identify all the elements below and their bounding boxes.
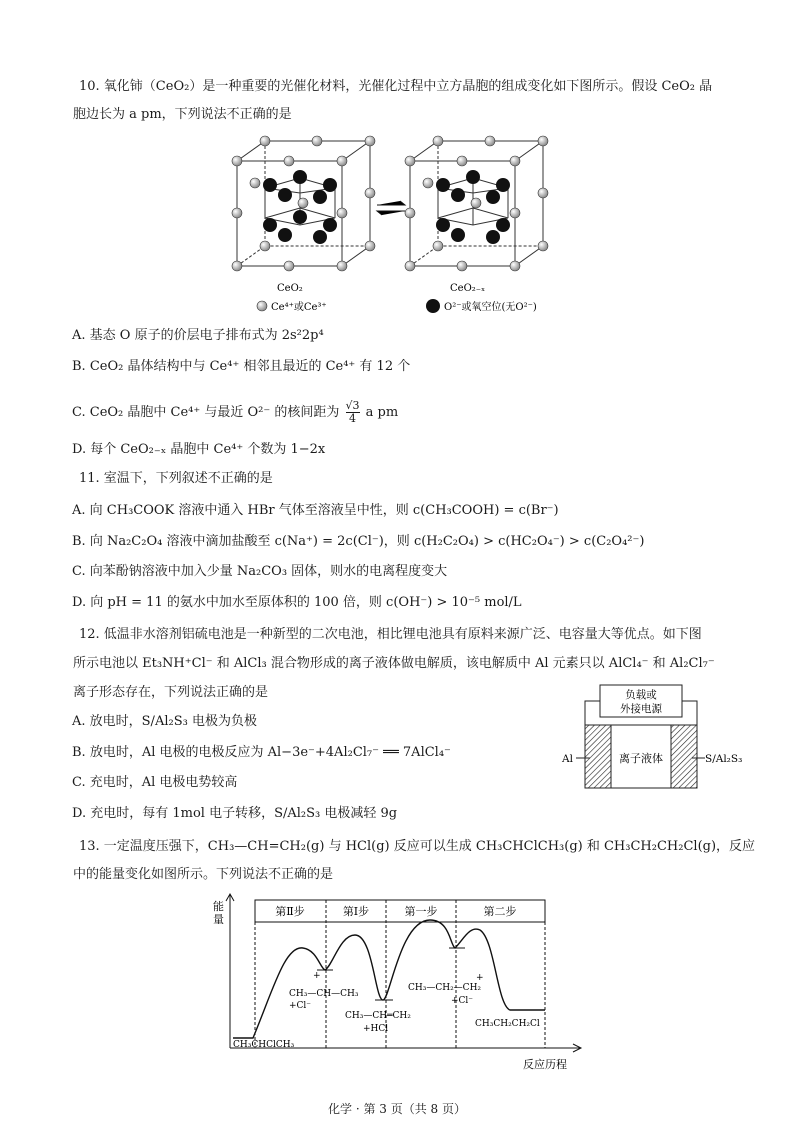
intermediate-1-line1: CH₃—CH—CH₃: [289, 989, 359, 999]
q12-stem-line2: 所示电池以 Et₃NH⁺Cl⁻ 和 AlCl₃ 混合物形成的离子液体做电解质，该电解质中 Al 元素只以 AlCl₄⁻ 和 Al₂Cl₇⁻: [73, 656, 715, 671]
step-label: 第Ⅱ步: [275, 905, 305, 918]
step-label: 第二步: [483, 905, 517, 918]
s-al2s3-electrode: [671, 725, 697, 788]
fraction-numerator: √3: [345, 399, 360, 412]
step-label: 第一步: [404, 905, 438, 918]
intermediate-2-line2: +Cl⁻: [451, 996, 474, 1006]
reactant-line2: +HCl: [363, 1024, 389, 1034]
power-box-line1: 负载或: [625, 689, 657, 701]
x-axis-label: 反应历程: [523, 1058, 567, 1071]
q11-option-c: C. 向苯酚钠溶液中加入少量 Na₂CO₃ 固体，则水的电离程度变大: [72, 564, 448, 579]
q12-stem-line1: 12. 低温非水溶剂铝硫电池是一种新型的二次电池，相比锂电池具有原料来源广泛、电容量大等优点。如下图: [79, 627, 702, 642]
q10-option-b: B. CeO₂ 晶体结构中与 Ce⁴⁺ 相邻且最近的 Ce⁴⁺ 有 12 个: [72, 359, 411, 374]
q12-option-b: B. 放电时，Al 电极的电极反应为 Al−3e⁻+4Al₂Cl₇⁻ ══ 7AlCl₄⁻: [72, 745, 451, 760]
product-1-label: CH₃CHClCH₃: [233, 1040, 295, 1050]
legend-o-ion: O²⁻或氧空位(无O²⁻): [444, 302, 537, 313]
intermediate-2-line1: CH₃—CH₂—CH₂: [408, 983, 482, 993]
light-sphere-legend-icon: [257, 301, 267, 311]
q10-option-c-suffix: a pm: [365, 405, 399, 420]
q10-crystal-figure: [225, 133, 565, 318]
q12-option-c: C. 充电时，Al 电极电势较高: [72, 775, 238, 790]
q10-option-c-prefix: C. CeO₂ 晶胞中 Ce⁴⁺ 与最近 O²⁻ 的核间距为: [72, 405, 340, 420]
q13-stem-line1: 13. 一定温度压强下，CH₃—CH=CH₂(g) 与 HCl(g) 反应可以生成 CH₃CHClCH₃(g) 和 CH₃CH₂CH₂Cl(g)，反应: [79, 839, 756, 854]
q10-stem-line1: 10. 氧化铈（CeO₂）是一种重要的光催化材料，光催化过程中立方晶胞的组成变化如下图所示。假设 CeO₂ 晶: [79, 79, 713, 94]
step-label: 第Ⅰ步: [342, 905, 370, 918]
y-axis-label-1: 能: [213, 900, 224, 913]
q13-stem-line2: 中的能量变化如图所示。下列说法不正确的是: [73, 867, 334, 882]
s-al2s3-label: S/Al₂S₃: [705, 753, 743, 765]
q11-option-d: D. 向 pH = 11 的氨水中加水至原体积的 100 倍，则 c(OH⁻) > 10⁻⁵ mol/L: [72, 595, 522, 610]
q11-option-b: B. 向 Na₂C₂O₄ 溶液中滴加盐酸至 c(Na⁺) = 2c(Cl⁻)，则 c(H₂C₂O₄) > c(HC₂O₄⁻) > c(C₂O₄²⁻): [72, 534, 645, 549]
q12-battery-figure: [560, 680, 743, 795]
fraction-denominator: 4: [349, 412, 357, 425]
q12-stem-line3: 离子形态存在，下列说法正确的是: [73, 685, 269, 700]
power-box-line2: 外接电源: [620, 703, 662, 715]
q10-option-a: A. 基态 O 原子的价层电子排布式为 2s²2p⁴: [72, 328, 324, 343]
q13-energy-diagram: [205, 890, 595, 1080]
q11-option-a: A. 向 CH₃COOK 溶液中通入 HBr 气体至溶液呈中性，则 c(CH₃COOH) = c(Br⁻): [72, 503, 559, 518]
carbocation-plus-sign-2: +: [476, 973, 484, 983]
intermediate-1-line2: +Cl⁻: [289, 1001, 312, 1011]
q10-option-d: D. 每个 CeO₂₋ₓ 晶胞中 Ce⁴⁺ 个数为 1−2x: [72, 442, 326, 457]
y-axis-label-2: 量: [213, 913, 224, 926]
q12-option-d: D. 充电时，每有 1mol 电子转移，S/Al₂S₃ 电极减轻 9g: [72, 806, 398, 821]
ceo2-x-label: CeO₂₋ₓ: [450, 283, 486, 294]
legend-ce-ion: Ce⁴⁺或Ce³⁺: [271, 302, 327, 313]
dark-sphere-legend-icon: [426, 299, 440, 313]
page-footer: 化学 · 第 3 页（共 8 页）: [328, 1102, 466, 1116]
al-label: Al: [562, 753, 573, 765]
q10-option-c: [72, 400, 398, 425]
ionic-liquid-label: 离子液体: [619, 752, 663, 765]
ceo2-unit-cell: [232, 136, 375, 271]
q10-stem-line2: 胞边长为 a pm，下列说法不正确的是: [73, 107, 292, 122]
q10-fraction: [346, 400, 360, 425]
reactant-line1: CH₃—CH═CH₂: [345, 1011, 411, 1021]
carbocation-plus-sign: +: [313, 971, 321, 981]
al-electrode: [585, 725, 611, 788]
q11-stem: 11. 室温下，下列叙述不正确的是: [79, 471, 273, 486]
equilibrium-arrow: [377, 201, 405, 215]
ceo2-x-unit-cell: [405, 136, 548, 271]
product-2-label: CH₃CH₂CH₂Cl: [475, 1019, 540, 1029]
q12-option-a: A. 放电时，S/Al₂S₃ 电极为负极: [72, 714, 257, 729]
ceo2-label: CeO₂: [277, 283, 303, 294]
